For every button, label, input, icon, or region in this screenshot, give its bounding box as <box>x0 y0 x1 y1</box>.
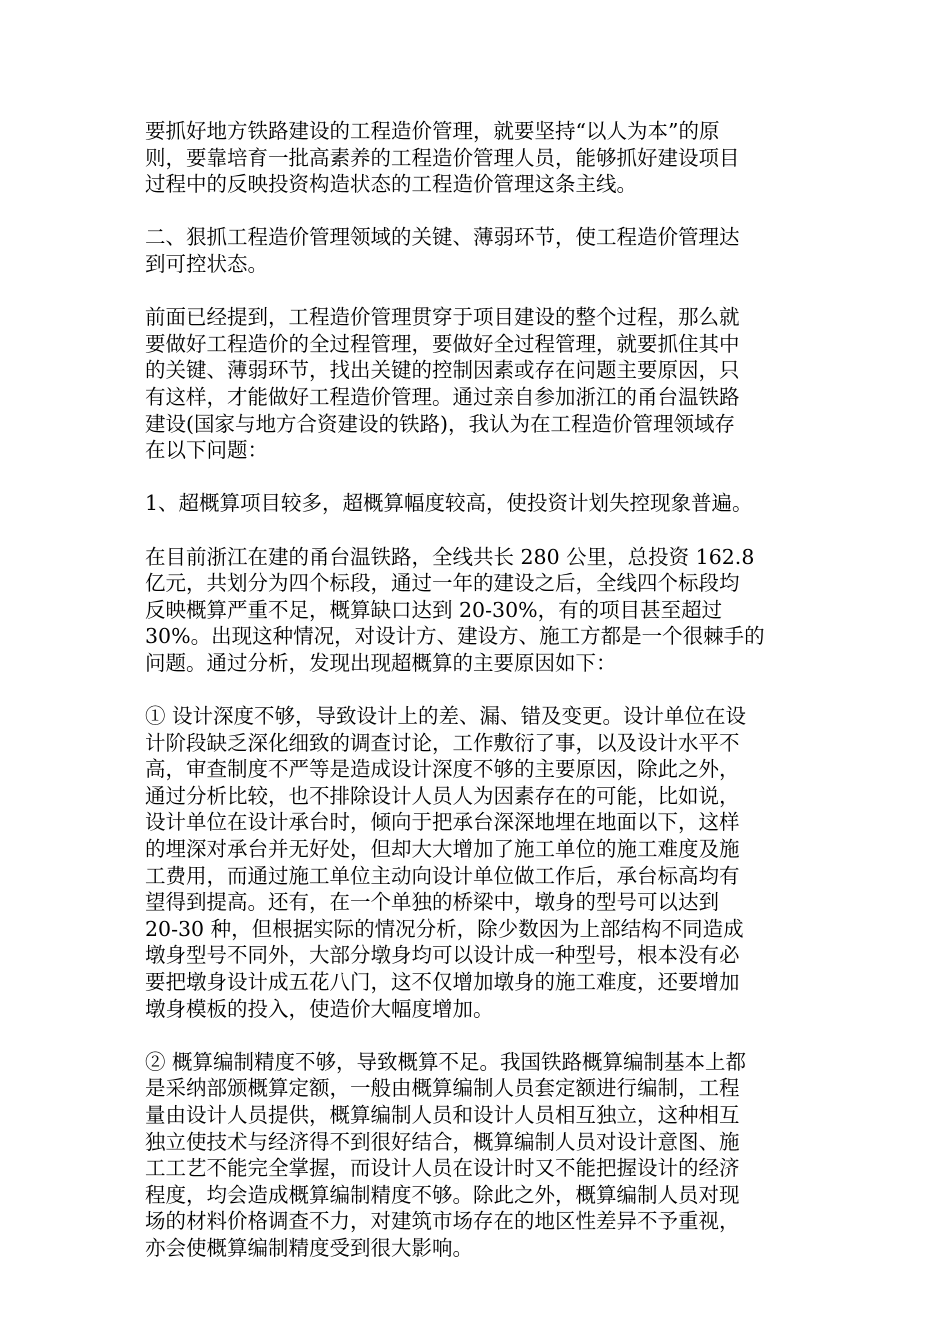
text-line: 望得到提高。还有，在一个单独的桥梁中，墩身的型号可以达到 <box>145 890 719 915</box>
text-line: 墩身模板的投入，使造价大幅度增加。 <box>145 996 494 1021</box>
text-line: 场的材料价格调查不力，对建筑市场存在的地区性差异不予重视， <box>145 1209 740 1234</box>
text-line: 是采纳部颁概算定额，一般由概算编制人员套定额进行编制，工程 <box>145 1076 740 1101</box>
text-line: 1、超概算项目较多，超概算幅度较高，使投资计划失控现象普遍。 <box>145 491 753 516</box>
text-line: 20-30 种，但根据实际的情况分析，除少数因为上部结构不同造成 <box>145 916 744 941</box>
text-line: 墩身型号不同外，大部分墩身均可以设计成一种型号，根本没有必 <box>145 943 740 968</box>
item-heading-one <box>145 490 813 517</box>
text-line: 的埋深对承台并无好处，但却大大增加了施工单位的施工难度及施 <box>145 837 740 862</box>
paragraph-estimate-precision <box>145 1049 813 1262</box>
text-line: ② 概算编制精度不够，导致概算不足。我国铁路概算编制基本上都 <box>145 1049 747 1074</box>
text-line: 过程中的反映投资构造状态的工程造价管理这条主线。 <box>145 172 637 197</box>
text-line: 反映概算严重不足，概算缺口达到 20-30%，有的项目甚至超过 <box>145 597 723 622</box>
text-line: 高，审查制度不严等是造成设计深度不够的主要原因，除此之外， <box>145 757 740 782</box>
text-line: 亦会使概算编制精度受到很大影响。 <box>145 1235 473 1260</box>
paragraph-whole-process-management <box>145 304 813 464</box>
text-line: ① 设计深度不够，导致设计上的差、漏、错及变更。设计单位在设 <box>145 704 747 729</box>
text-line: 亿元，共划分为四个标段，通过一年的建设之后，全线四个标段均 <box>145 571 740 596</box>
text-line: 要把墩身设计成五花八门，这不仅增加墩身的施工难度，还要增加 <box>145 970 740 994</box>
text-line: 计阶段缺乏深化细致的调查讨论，工作敷衍了事，以及设计水平不 <box>145 730 740 755</box>
section-heading-two <box>145 224 813 277</box>
text-line: 有这样，才能做好工程造价管理。通过亲自参加浙江的甬台温铁路 <box>145 384 740 409</box>
text-line: 程度，均会造成概算编制精度不够。除此之外，概算编制人员对现 <box>145 1182 740 1207</box>
paragraph-cost-management-principle <box>145 118 813 198</box>
text-line: 建设(国家与地方合资建设的铁路)，我认为在工程造价管理领域存 <box>145 411 735 436</box>
text-line: 要抓好地方铁路建设的工程造价管理，就要坚持“以人为本”的原 <box>145 119 720 143</box>
text-line: 则，要靠培育一批高素养的工程造价管理人员，能够抓好建设项目 <box>145 145 740 170</box>
text-line: 工费用，而通过施工单位主动向设计单位做工作后，承台标高均有 <box>145 863 740 888</box>
text-line: 二、狠抓工程造价管理领域的关键、薄弱环节，使工程造价管理达 <box>145 225 740 250</box>
text-line: 30%。出现这种情况，对设计方、建设方、施工方都是一个很棘手的 <box>145 624 765 649</box>
text-line: 独立使技术与经济得不到很好结合，概算编制人员对设计意图、施 <box>145 1129 740 1154</box>
paragraph-design-depth <box>145 703 813 1022</box>
text-line: 问题。通过分析，发现出现超概算的主要原因如下： <box>145 650 617 675</box>
text-line: 前面已经提到，工程造价管理贯穿于项目建设的整个过程，那么就 <box>145 305 740 330</box>
text-line: 的关键、薄弱环节，找出关键的控制因素或存在问题主要原因，只 <box>145 358 740 383</box>
text-line: 工工艺不能完全掌握，而设计人员在设计时又不能把握设计的经济 <box>145 1156 740 1181</box>
paragraph-railway-overrun <box>145 544 813 677</box>
text-line: 要做好工程造价的全过程管理，要做好全过程管理，就要抓住其中 <box>145 331 740 356</box>
document-body <box>145 118 813 1288</box>
text-line: 通过分析比较，也不排除设计人员人为因素存在的可能，比如说， <box>145 783 740 808</box>
text-line: 到可控状态。 <box>145 251 268 276</box>
text-line: 量由设计人员提供，概算编制人员和设计人员相互独立，这种相互 <box>145 1102 740 1127</box>
text-line: 在以下问题： <box>145 438 268 463</box>
text-line: 设计单位在设计承台时，倾向于把承台深深地埋在地面以下，这样 <box>145 810 740 835</box>
text-line: 在目前浙江在建的甬台温铁路，全线共长 280 公里，总投资 162.8 <box>145 544 755 569</box>
